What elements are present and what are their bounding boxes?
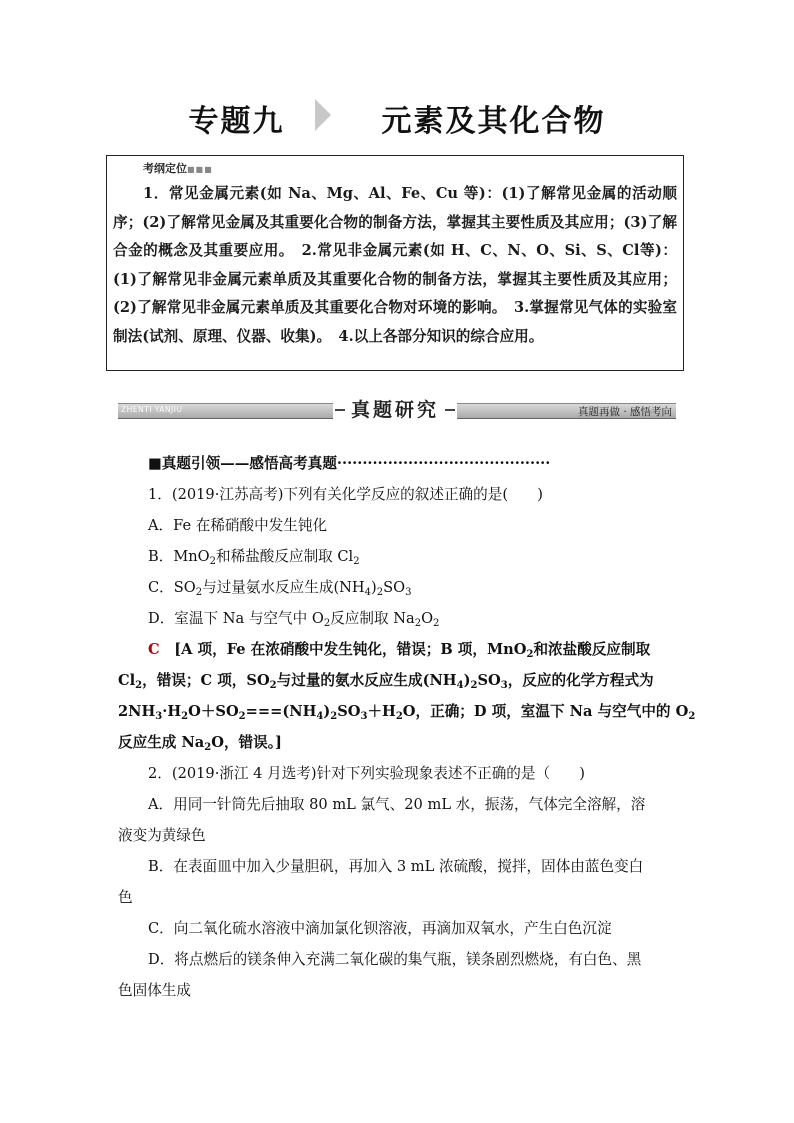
q1-explanation-line: 反应生成 $Na_2O$，错误。] [118,734,282,753]
section-heading: ■真题引领——感悟高考真题·········································· [148,455,551,472]
title-topic-number: 专题九 [188,104,285,139]
outline-line: 其应用；(2)了解常见非金属元素单质及其重要化合物对环境的影响。 3.掌握常 [113,270,677,316]
q1-option-b: B．MnO$_2$和稀盐酸反应制取 $Cl_2$ [148,548,360,567]
outline-label: 考纲定位■■■ [143,162,213,175]
q1-option-a: A．Fe 在稀硝酸中发生钝化 [148,517,328,534]
q1-option-c: C．$SO_2$与过量氨水反应生成$(NH_4)_2SO_3$ [148,579,412,598]
q2-stem: 2．(2019·浙江 4 月选考)针对下列实验现象表述不正确的是（ ) [148,765,585,782]
q1-explanation-line: $2NH_3\cdot H_2O+SO_2===(NH_4)_2SO_3+H_2O$，正确；D 项，室温下 Na 与空气中的 $O_2$ [118,703,696,722]
outline-line: 了解合金的概念及其重要应用。 2.常见非金属元素(如 H、C、N、O、Si、S、Cl [113,213,677,259]
q2-option-d-cont: 色固体生成 [118,982,191,999]
outline-line: 等)：(1)了解常见非金属元素单质及其重要化合物的制备方法，掌握其主要性质及 [113,242,678,288]
q2-option-b-cont: 色 [118,889,133,906]
q2-option-a-cont: 液变为黄绿色 [118,827,206,844]
outline-text [113,180,677,351]
q1-explanation-line: C [A 项，Fe 在浓硝酸中发生钝化，错误；B 项，MnO$_2$和浓盐酸反应制取 [148,641,651,660]
page-title [0,96,794,147]
banner-title: 真题研究 [333,398,457,422]
outline-line: 1．常见金属元素(如 Na、Mg、Al、Fe、Cu 等)：(1)了解常见金属的活动顺 [143,185,677,202]
chevron-right-icon [315,99,331,139]
banner-subtitle: 真题再做 · 感悟考向 [577,406,672,418]
exam-outline-box [106,155,684,371]
q1-option-d: D．室温下 Na 与空气中 $O_2$反应制取 $Na_2O_2$ [148,610,440,629]
q1-answer: C [148,641,160,658]
banner-pinyin: ZHENTI YANJIU [121,405,183,414]
q2-option-a: A．用同一针筒先后抽取 80 mL 氯气、20 mL 水，振荡，气体完全溶解，溶 [148,796,646,813]
questions-content [118,448,696,1006]
label-dots: ■■■ [187,165,213,174]
q2-option-c: C．向二氧化硫水溶液中滴加氯化钡溶液，再滴加双氧水，产生白色沉淀 [148,920,612,937]
outline-line: 序；(2)了解常见金属及其重要化合物的制备方法，掌握其主要性质及其应用；(3) [113,213,648,231]
q2-option-b: B．在表面皿中加入少量胆矾，再加入 3 mL 浓硫酸，搅拌，固体由蓝色变白 [148,858,644,875]
section-banner [118,400,676,420]
q1-stem: 1．(2019·江苏高考)下列有关化学反应的叙述正确的是( ) [148,486,543,503]
q2-option-d: D．将点燃后的镁条伸入充满二氧化碳的集气瓶，镁条剧烈燃烧，有白色、黑 [148,951,642,968]
title-topic-name: 元素及其化合物 [381,104,606,139]
outline-line: 见气体的实验室制法(试剂、原理、仪器、收集)。 4.以上各部分知识的综合应用。 [113,299,677,345]
q1-explanation-line: $Cl_2$，错误；C 项，$SO_2$与过量的氨水反应生成$(NH_4)_2SO_3$，反应的化学方程式为 [118,672,654,691]
